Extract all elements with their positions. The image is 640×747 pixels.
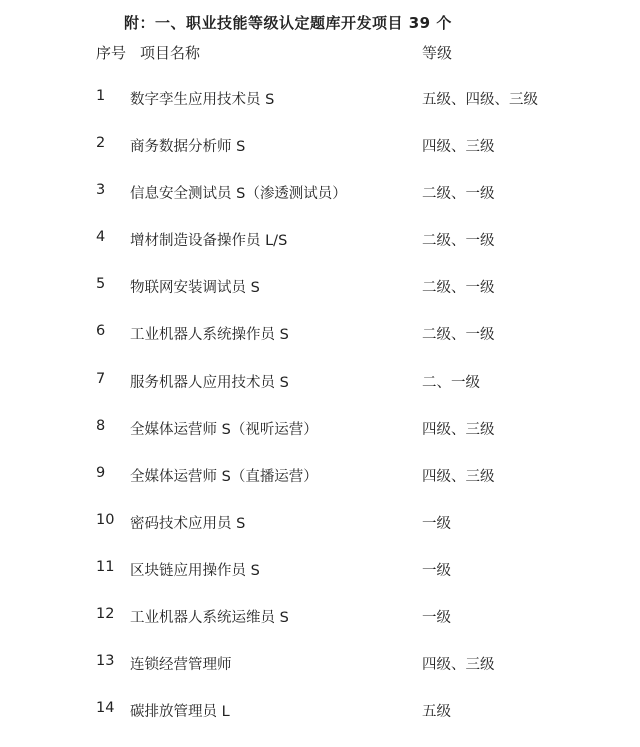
table-row xyxy=(0,700,640,747)
row-name: 密码技术应用员 S xyxy=(130,515,246,532)
row-number: 13 xyxy=(96,653,115,670)
row-level: 二级、一级 xyxy=(422,327,495,344)
header-level: 等级 xyxy=(422,44,453,62)
row-level: 四级、三级 xyxy=(422,421,495,438)
row-level: 五级 xyxy=(422,704,451,721)
header-name: 项目名称 xyxy=(140,44,201,62)
row-level: 二级、一级 xyxy=(422,233,495,250)
row-level: 五级、四级、三级 xyxy=(422,92,538,108)
row-number: 11 xyxy=(96,558,115,575)
table-row xyxy=(0,182,640,229)
header-number: 序号 xyxy=(96,44,127,62)
table-row xyxy=(0,371,640,418)
row-level: 四级、三级 xyxy=(422,139,495,156)
row-name: 工业机器人系统运维员 S xyxy=(130,610,289,627)
row-level: 一级 xyxy=(422,562,451,579)
table-row xyxy=(0,88,640,135)
table-row xyxy=(0,465,640,512)
row-number: 2 xyxy=(96,135,106,152)
row-level: 一级 xyxy=(422,610,451,627)
row-name: 数字孪生应用技术员 S xyxy=(130,92,275,108)
row-name: 全媒体运营师 S（视听运营） xyxy=(130,421,318,438)
table-row xyxy=(0,559,640,606)
row-name: 全媒体运营师 S（直播运营） xyxy=(130,468,318,485)
table-row xyxy=(0,135,640,182)
table-row xyxy=(0,418,640,465)
table-header xyxy=(0,42,640,64)
row-number: 5 xyxy=(96,276,106,293)
row-number: 7 xyxy=(96,370,106,387)
row-number: 3 xyxy=(96,182,106,199)
row-number: 14 xyxy=(96,700,115,717)
row-name: 碳排放管理员 L xyxy=(130,704,230,721)
table-row xyxy=(0,606,640,653)
table-row xyxy=(0,653,640,700)
document-title: 附：一、职业技能等级认定题库开发项目 39 个 xyxy=(124,14,452,32)
table-row xyxy=(0,276,640,323)
row-name: 服务机器人应用技术员 S xyxy=(130,374,289,391)
row-name: 增材制造设备操作员 L/S xyxy=(130,233,288,250)
row-name: 连锁经营管理师 xyxy=(130,657,232,674)
row-number: 4 xyxy=(96,229,106,246)
row-name: 物联网安装调试员 S xyxy=(130,280,260,297)
row-level: 四级、三级 xyxy=(422,468,495,485)
row-number: 1 xyxy=(96,88,106,104)
row-number: 8 xyxy=(96,417,106,434)
row-level: 二、一级 xyxy=(422,374,480,391)
project-table xyxy=(0,88,640,747)
row-level: 一级 xyxy=(422,515,451,532)
row-level: 二级、一级 xyxy=(422,186,495,203)
row-level: 二级、一级 xyxy=(422,280,495,297)
row-number: 9 xyxy=(96,464,106,481)
row-name: 工业机器人系统操作员 S xyxy=(130,327,289,344)
row-number: 6 xyxy=(96,323,106,340)
row-level: 四级、三级 xyxy=(422,657,495,674)
table-row xyxy=(0,512,640,559)
table-row xyxy=(0,229,640,276)
row-number: 12 xyxy=(96,606,115,623)
row-name: 区块链应用操作员 S xyxy=(130,562,260,579)
row-name: 商务数据分析师 S xyxy=(130,139,246,156)
row-number: 10 xyxy=(96,511,115,528)
row-name: 信息安全测试员 S（渗透测试员） xyxy=(130,186,347,203)
table-row xyxy=(0,323,640,370)
